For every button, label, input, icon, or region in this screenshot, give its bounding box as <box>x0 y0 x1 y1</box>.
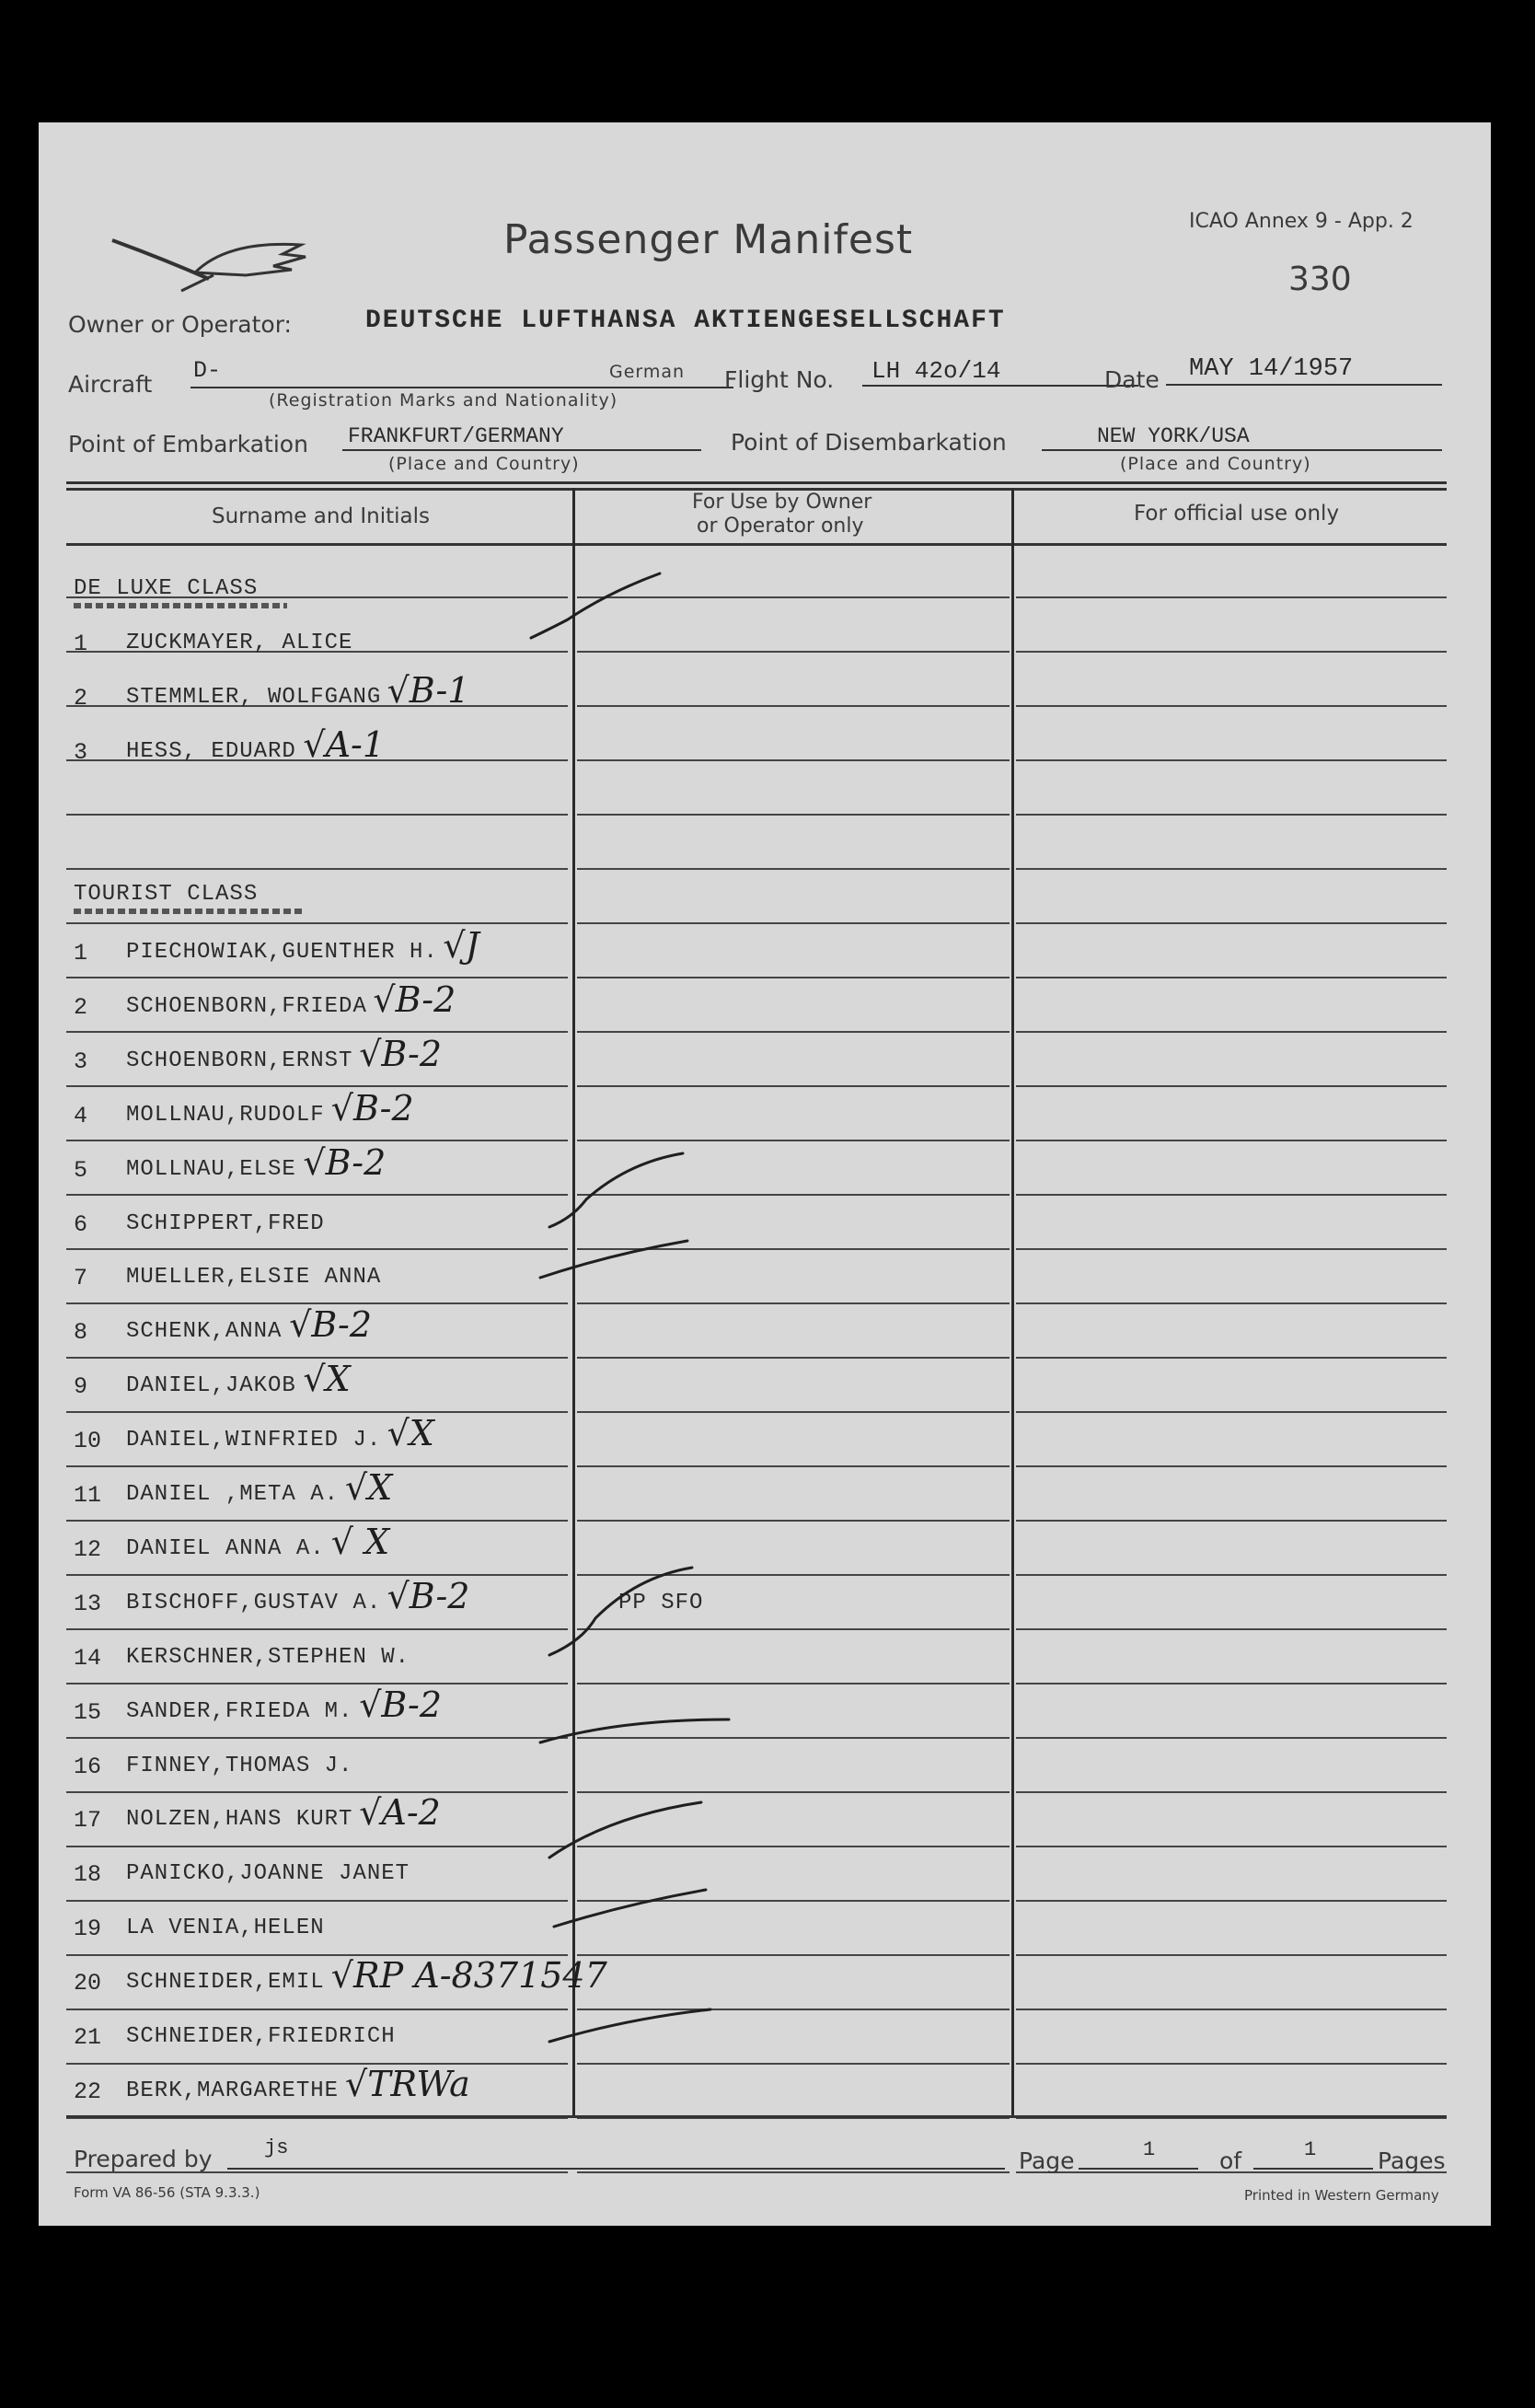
manifest-sheet <box>39 122 1491 2226</box>
tourist-row-name: LA VENIA,HELEN <box>126 1916 325 1941</box>
date-value: MAY 14/1957 <box>1189 355 1354 383</box>
tourist-row-name: SCHOENBORN,FRIEDA <box>126 993 367 1019</box>
tourist-row-number: 18 <box>74 1861 102 1889</box>
col-owner-use-2: or Operator only <box>697 515 864 538</box>
col-owner-use-1: For Use by Owner <box>692 491 872 514</box>
prepared-label: Prepared by <box>74 2146 213 2172</box>
tourist-row-number: 2 <box>74 993 88 1021</box>
tourist-row-name: SCHOENBORN,ERNST <box>126 1048 353 1073</box>
owner-label: Owner or Operator: <box>68 311 292 338</box>
tourist-row-name: PANICKO,JOANNE JANET <box>126 1861 410 1887</box>
tourist-row-handwritten-mark: √B-2 <box>373 978 456 1020</box>
form-id: Form VA 86-56 (STA 9.3.3.) <box>74 2184 260 2201</box>
flight-label: Flight No. <box>724 366 835 393</box>
disembark-label: Point of Disembarkation <box>731 429 1007 456</box>
tourist-row-number: 19 <box>74 1916 102 1943</box>
page-label: Page <box>1019 2148 1075 2174</box>
printed-note: Printed in Western Germany <box>1244 2187 1439 2204</box>
tourist-row-name: MOLLNAU,ELSE <box>126 1156 296 1182</box>
handwritten-check-strokes <box>39 122 1491 2226</box>
tourist-row-name: DANIEL,JAKOB <box>126 1373 296 1399</box>
tourist-row-number: 6 <box>74 1210 88 1238</box>
tourist-row-number: 20 <box>74 1970 102 1997</box>
tourist-row-name: NOLZEN,HANS KURT <box>126 1807 353 1833</box>
tourist-row-name: SCHENK,ANNA <box>126 1319 283 1345</box>
flight-value: LH 42o/14 <box>871 357 1001 385</box>
deluxe-heading: DE LUXE CLASS <box>74 576 259 601</box>
prepared-value: js <box>264 2136 289 2159</box>
tourist-row-name: DANIEL,WINFRIED J. <box>126 1428 382 1453</box>
of-label: of <box>1219 2148 1242 2174</box>
col-surname: Surname and Initials <box>212 504 430 528</box>
embark-value: FRANKFURT/GERMANY <box>348 424 564 448</box>
tourist-row-number: 9 <box>74 1373 88 1401</box>
tourist-row-number: 17 <box>74 1807 102 1835</box>
tourist-row-handwritten-mark: √A-2 <box>359 1792 441 1834</box>
page-value: 1 <box>1143 2138 1156 2161</box>
tourist-row-name: MOLLNAU,RUDOLF <box>126 1102 325 1128</box>
annex-label: ICAO Annex 9 - App. 2 <box>1189 210 1414 233</box>
tourist-row-number: 16 <box>74 1753 102 1780</box>
tourist-row-handwritten-mark: √X <box>387 1413 434 1454</box>
tourist-row-number: 21 <box>74 2024 102 2051</box>
aircraft-value: D- <box>193 357 222 384</box>
aircraft-nationality: German <box>609 362 686 382</box>
tourist-row-handwritten-mark: √X <box>345 1467 393 1508</box>
of-value: 1 <box>1304 2138 1317 2161</box>
tourist-row-number: 7 <box>74 1265 88 1292</box>
tourist-row-number: 4 <box>74 1102 88 1129</box>
tourist-row-name: SCHNEIDER,FRIEDRICH <box>126 2024 396 2049</box>
deluxe-row-name: ZUCKMAYER, ALICE <box>126 631 353 655</box>
disembark-sub: (Place and Country) <box>1120 454 1311 474</box>
tourist-row-number: 22 <box>74 2078 102 2105</box>
tourist-row-name: SCHNEIDER,EMIL <box>126 1970 325 1996</box>
tourist-row-name: DANIEL ANNA A. <box>126 1535 325 1561</box>
tourist-row-number: 10 <box>74 1428 102 1455</box>
tourist-row-number: 12 <box>74 1535 102 1563</box>
tourist-row-handwritten-mark: √B-2 <box>303 1141 387 1183</box>
tourist-row-handwritten-mark: √X <box>303 1359 351 1400</box>
pages-label: Pages <box>1378 2148 1446 2174</box>
tourist-row-number: 5 <box>74 1156 88 1184</box>
deluxe-row-handwritten-mark: √A-1 <box>303 724 386 765</box>
col-official: For official use only <box>1134 502 1340 526</box>
tourist-row-number: 11 <box>74 1482 102 1509</box>
tourist-row-number: 14 <box>74 1644 102 1672</box>
tourist-row-handwritten-mark: √B-2 <box>330 1087 414 1129</box>
tourist-row-handwritten-mark: √TRWa <box>345 2063 470 2104</box>
tourist-row-name: SANDER,FRIEDA M. <box>126 1698 353 1724</box>
tourist-row-number: 8 <box>74 1319 88 1347</box>
tourist-row-handwritten-mark: √J <box>443 925 479 966</box>
tourist-row-handwritten-mark: √B-2 <box>289 1304 373 1346</box>
page-title: Passenger Manifest <box>503 216 914 263</box>
tourist-row-handwritten-mark: √RP A-8371547 <box>330 1955 607 1997</box>
page-number: 330 <box>1288 260 1352 298</box>
tourist-row-name: PIECHOWIAK,GUENTHER H. <box>126 940 438 965</box>
tourist-row-handwritten-mark: √B-2 <box>359 1684 443 1725</box>
tourist-row-note: PP SFO <box>618 1590 704 1615</box>
tourist-row-number: 15 <box>74 1698 102 1726</box>
embark-label: Point of Embarkation <box>68 431 308 457</box>
tourist-row-name: BISCHOFF,GUSTAV A. <box>126 1590 382 1615</box>
disembark-value: NEW YORK/USA <box>1097 424 1250 448</box>
tourist-heading: TOURIST CLASS <box>74 882 259 907</box>
deluxe-row-handwritten-mark: √B-1 <box>387 670 470 711</box>
deluxe-row-number: 1 <box>74 631 88 657</box>
tourist-row-number: 3 <box>74 1048 88 1075</box>
aircraft-label: Aircraft <box>68 371 153 398</box>
owner-value: DEUTSCHE LUFTHANSA AKTIENGESELLSCHAFT <box>365 307 1006 335</box>
deluxe-row-number: 2 <box>74 685 88 712</box>
deluxe-row-name: STEMMLER, WOLFGANG <box>126 685 382 710</box>
tourist-row-name: BERK,MARGARETHE <box>126 2078 340 2103</box>
tourist-row-handwritten-mark: √ X <box>330 1521 390 1562</box>
tourist-row-name: DANIEL ,META A. <box>126 1482 340 1507</box>
embark-sub: (Place and Country) <box>388 454 580 474</box>
tourist-row-name: MUELLER,ELSIE ANNA <box>126 1265 382 1291</box>
tourist-row-handwritten-mark: √B-2 <box>387 1575 470 1616</box>
tourist-row-name: FINNEY,THOMAS J. <box>126 1753 353 1778</box>
tourist-row-name: SCHIPPERT,FRED <box>126 1210 325 1236</box>
date-label: Date <box>1104 366 1160 393</box>
deluxe-row-number: 3 <box>74 739 88 766</box>
aircraft-sub: (Registration Marks and Nationality) <box>269 390 618 411</box>
tourist-row-handwritten-mark: √B-2 <box>359 1033 443 1074</box>
tourist-row-number: 1 <box>74 940 88 967</box>
tourist-row-number: 13 <box>74 1590 102 1617</box>
deluxe-row-name: HESS, EDUARD <box>126 739 296 764</box>
tourist-row-name: KERSCHNER,STEPHEN W. <box>126 1644 410 1670</box>
